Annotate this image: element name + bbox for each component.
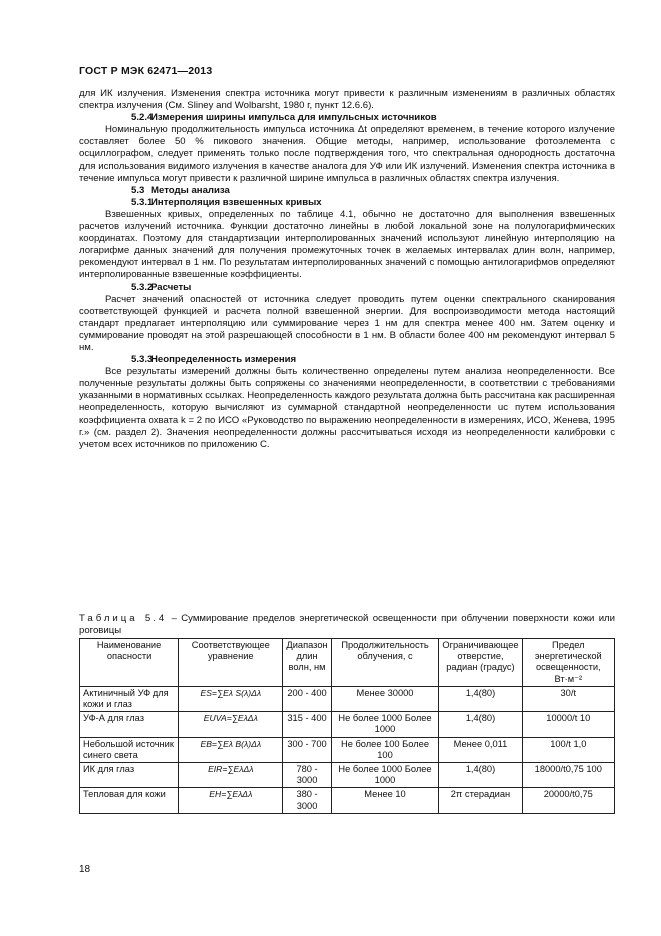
cell-hazard: Небольшой источник синего света	[80, 737, 179, 762]
table-row	[80, 712, 615, 737]
cell-hazard: ИК для глаз	[80, 763, 179, 788]
cell-aperture: 2π стерадиан	[439, 788, 522, 813]
section-5-2-4-heading: 5.2.4Измерения ширины импульса для импульсных источников	[131, 112, 437, 124]
cell-limit: 100/t 1,0	[522, 737, 614, 762]
paragraph-pulse-width: Номинальную продолжительность импульса источника Δt определяют временем, в течение которого излучение составляет более 50 % пикового значения. Общие методы, например, использование фотоэлемента с осциллографом, следует применять только после подтверждения того, что спектральная однородность достаточна для использования видимого излучения в качестве аналога для УФ или ИК излучений. Изменения спектра источника в течение импульса могут привести к различной ширине импульса в различных областях спектра излучения.	[79, 124, 615, 184]
cell-aperture: Менее 0,011	[439, 737, 522, 762]
cell-hazard: Тепловая для кожи	[80, 788, 179, 813]
cell-duration: Менее 30000	[331, 686, 439, 711]
section-5-3-3-heading: 5.3.3Неопределенность измерения	[131, 354, 297, 366]
header-aperture: Ограничивающее отверстие, радиан (градус)	[439, 639, 522, 687]
cell-duration: Не более 1000 Более 1000	[331, 712, 439, 737]
header-range: Диапазон длин волн, нм	[283, 639, 331, 687]
cell-range: 380 - 3000	[283, 788, 331, 813]
cell-aperture: 1,4(80)	[439, 763, 522, 788]
cell-aperture: 1,4(80)	[439, 712, 522, 737]
table-header-row	[80, 639, 615, 687]
paragraph-calculations: Расчет значений опасностей от источника следует проводить путем оценки спектрального сканирования соответствующей функцией и расчета полной взвешенной энергии. Для воспроизводимости метода настоящий стандарт предлагает интерполяцию или суммирование через 1 нм для спектра менее 400 нм. Затем оценку и суммирование проводят на этой разрешающей способности в 1 нм. В области более 400 нм рекомендуют интервал 5 нм.	[79, 293, 615, 353]
cell-range: 780 - 3000	[283, 763, 331, 788]
section-5-3-1-heading: 5.3.1Интерполяция взвешенных кривых	[131, 196, 322, 208]
body-text	[79, 88, 615, 451]
cell-limit: 30/t	[522, 686, 614, 711]
paragraph-interpolation: Взвешенных кривых, определенных по таблице 4.1, обычно не достаточно для выполнения взвешенных расчетов излучений источника. Функции достаточно линейны в любой локальной зоне на полулогарифмических координатах. Поэтому для стандартизации интерполированных значений используют линейную интерполяцию на логарифме данных значений для получения промежуточных точек в желаемых интервалах длин волн, например, рекомендуют интервал в 1 нм. По результатам интерполированных значений с помощью антилогарифмов определяют интерполированные взвешенные коэффициенты.	[79, 208, 615, 281]
cell-hazard: УФ-А для глаз	[80, 712, 179, 737]
header-hazard: Наименование опасности	[80, 639, 179, 687]
cell-limit: 20000/t0,75	[522, 788, 614, 813]
paragraph-uncertainty: Все результаты измерений должны быть количественно определены путем анализа неопределенности. Все полученные результаты должны быть сопряжены со значениями неопределенности, в соответствии с требованиями указанными в нормативных ссылках. Неопределенность каждого результата должна быть рассчитана как расширенная неопределенность, которую вычисляют из суммарной стандартной неопределенности uc путем использования коэффициента охвата k = 2 по ИСО «Руководство по выражению неопределенности в измерениях, ИСО, Женева, 1995 г.» (см. раздел 2). Значения неопределенности должны рассчитываться исходя из неопределенности калибровки с учетом всех источников по приложению С.	[79, 366, 615, 450]
header-equation: Соответствующее уравнение	[179, 639, 283, 687]
cell-duration: Менее 10	[331, 788, 439, 813]
cell-equation: EB=∑Eλ B(λ)Δλ	[179, 737, 283, 762]
cell-duration: Не более 100 Более 100	[331, 737, 439, 762]
cell-equation: EH=∑EλΔλ	[179, 788, 283, 813]
document-header: ГОСТ Р МЭК 62471—2013	[79, 65, 213, 77]
summation-table	[79, 638, 615, 814]
table-caption: Таблица 5.4 – Суммирование пределов энергетической освещенности при облучении поверхности кожи или роговицы	[79, 613, 616, 637]
cell-equation: ES=∑Eλ S(λ)Δλ	[179, 686, 283, 711]
page-number: 18	[79, 864, 91, 875]
header-duration: Продолжительность облучения, с	[331, 639, 439, 687]
table-row	[80, 788, 615, 813]
cell-limit: 10000/t 10	[522, 712, 614, 737]
table-row	[80, 686, 615, 711]
header-limit: Предел энергетической освещенности, Вт·м⁻²	[522, 639, 614, 687]
table-row	[80, 763, 615, 788]
cell-hazard: Актиничный УФ для кожи и глаз	[80, 686, 179, 711]
paragraph-continued: для ИК излучения. Изменения спектра источника могут привести к различным изменениям в различных областях спектра излучения (См. Sliney and Wolbarsht, 1980 г, пункт 12.6.6).	[79, 88, 615, 112]
cell-range: 300 - 700	[283, 737, 331, 762]
cell-limit: 18000/t0,75 100	[522, 763, 614, 788]
table-row	[80, 737, 615, 762]
cell-range: 315 - 400	[283, 712, 331, 737]
cell-duration: Не более 1000 Более 1000	[331, 763, 439, 788]
cell-range: 200 - 400	[283, 686, 331, 711]
section-5-3-2-heading: 5.3.2Расчеты	[131, 281, 192, 293]
cell-equation: EIR=∑EλΔλ	[179, 763, 283, 788]
section-5-3-heading: 5.3 Методы анализа	[131, 184, 230, 196]
cell-aperture: 1,4(80)	[439, 686, 522, 711]
cell-equation: EUVA=∑EλΔλ	[179, 712, 283, 737]
